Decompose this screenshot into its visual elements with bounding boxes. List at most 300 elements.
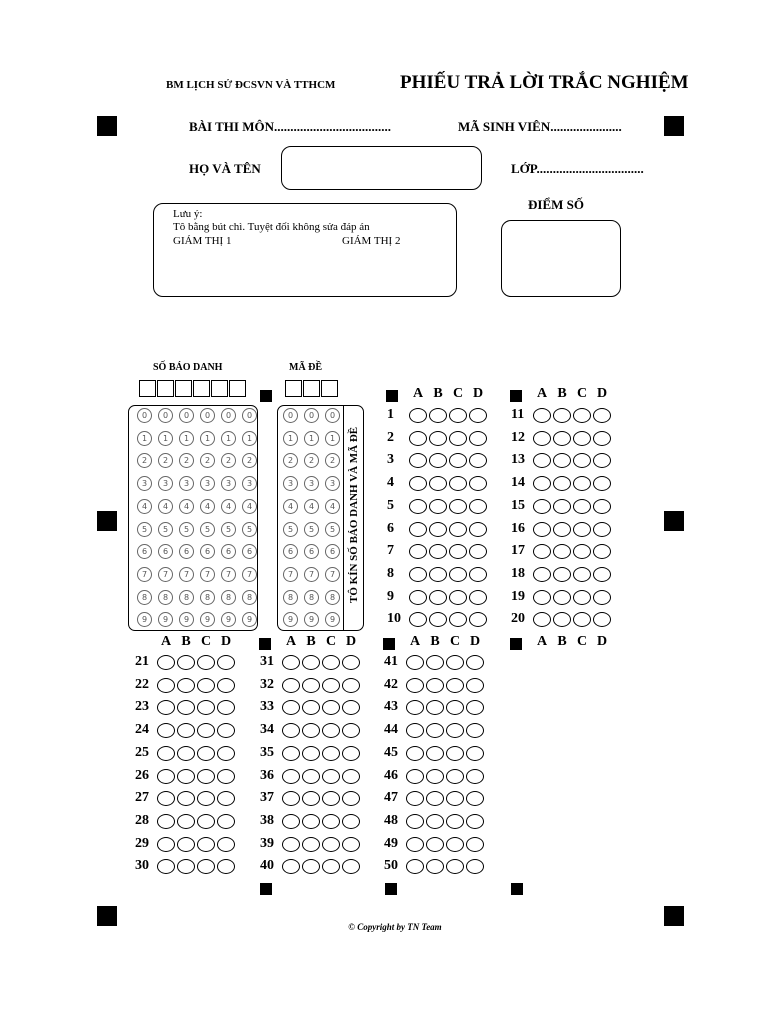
answer-bubble-c[interactable] xyxy=(449,567,467,582)
exam-code-digit-bubble[interactable]: 1 xyxy=(325,431,340,446)
answer-bubble-d[interactable] xyxy=(217,678,235,693)
candidate-digit-bubble[interactable]: 2 xyxy=(179,453,194,468)
candidate-digit-bubble[interactable]: 9 xyxy=(221,612,236,627)
answer-bubble-d[interactable] xyxy=(342,837,360,852)
name-input-box[interactable] xyxy=(281,146,482,190)
answer-bubble-d[interactable] xyxy=(342,791,360,806)
answer-bubble-a[interactable] xyxy=(406,769,424,784)
answer-bubble-c[interactable] xyxy=(197,678,215,693)
answer-bubble-b[interactable] xyxy=(429,476,447,491)
candidate-digit-bubble[interactable]: 6 xyxy=(200,544,215,559)
answer-bubble-c[interactable] xyxy=(573,567,591,582)
candidate-digit-bubble[interactable]: 7 xyxy=(137,567,152,582)
answer-bubble-a[interactable] xyxy=(157,837,175,852)
exam-code-digit-bubble[interactable]: 6 xyxy=(283,544,298,559)
answer-bubble-d[interactable] xyxy=(469,567,487,582)
answer-bubble-c[interactable] xyxy=(446,791,464,806)
answer-bubble-a[interactable] xyxy=(409,590,427,605)
answer-bubble-d[interactable] xyxy=(469,544,487,559)
candidate-digit-bubble[interactable]: 3 xyxy=(179,476,194,491)
answer-bubble-a[interactable] xyxy=(282,746,300,761)
answer-bubble-b[interactable] xyxy=(177,700,195,715)
answer-bubble-d[interactable] xyxy=(593,408,611,423)
candidate-digit-bubble[interactable]: 9 xyxy=(179,612,194,627)
answer-bubble-d[interactable] xyxy=(469,408,487,423)
candidate-digit-bubble[interactable]: 5 xyxy=(158,522,173,537)
answer-bubble-d[interactable] xyxy=(466,837,484,852)
candidate-digit-bubble[interactable]: 4 xyxy=(137,499,152,514)
answer-bubble-a[interactable] xyxy=(157,814,175,829)
answer-bubble-c[interactable] xyxy=(446,700,464,715)
answer-bubble-c[interactable] xyxy=(197,791,215,806)
exam-code-digit-bubble[interactable]: 8 xyxy=(325,590,340,605)
candidate-digit-bubble[interactable]: 1 xyxy=(242,431,257,446)
answer-bubble-b[interactable] xyxy=(177,678,195,693)
answer-bubble-b[interactable] xyxy=(177,837,195,852)
answer-bubble-a[interactable] xyxy=(157,700,175,715)
candidate-digit-bubble[interactable]: 7 xyxy=(200,567,215,582)
candidate-digit-bubble[interactable]: 6 xyxy=(221,544,236,559)
answer-bubble-c[interactable] xyxy=(449,612,467,627)
answer-bubble-c[interactable] xyxy=(573,590,591,605)
answer-bubble-b[interactable] xyxy=(302,859,320,874)
candidate-digit-bubble[interactable]: 8 xyxy=(221,590,236,605)
candidate-digit-bubble[interactable]: 4 xyxy=(158,499,173,514)
answer-bubble-d[interactable] xyxy=(466,859,484,874)
answer-bubble-a[interactable] xyxy=(409,544,427,559)
answer-bubble-d[interactable] xyxy=(593,476,611,491)
answer-bubble-c[interactable] xyxy=(573,522,591,537)
answer-bubble-d[interactable] xyxy=(217,769,235,784)
answer-bubble-b[interactable] xyxy=(553,499,571,514)
answer-bubble-b[interactable] xyxy=(429,431,447,446)
candidate-digit-bubble[interactable]: 7 xyxy=(221,567,236,582)
answer-bubble-a[interactable] xyxy=(533,522,551,537)
exam-code-digit-bubble[interactable]: 6 xyxy=(325,544,340,559)
answer-bubble-a[interactable] xyxy=(409,431,427,446)
student-id-field[interactable]: MÃ SINH VIÊN...................... xyxy=(458,119,622,134)
answer-bubble-d[interactable] xyxy=(469,522,487,537)
answer-bubble-a[interactable] xyxy=(282,700,300,715)
answer-bubble-d[interactable] xyxy=(342,655,360,670)
answer-bubble-d[interactable] xyxy=(217,814,235,829)
answer-bubble-c[interactable] xyxy=(449,476,467,491)
answer-bubble-c[interactable] xyxy=(449,408,467,423)
answer-bubble-c[interactable] xyxy=(322,655,340,670)
answer-bubble-a[interactable] xyxy=(282,678,300,693)
answer-bubble-c[interactable] xyxy=(446,655,464,670)
answer-bubble-a[interactable] xyxy=(406,814,424,829)
answer-bubble-b[interactable] xyxy=(426,723,444,738)
exam-code-digit-bubble[interactable]: 5 xyxy=(283,522,298,537)
candidate-number-cell[interactable] xyxy=(211,380,228,397)
answer-bubble-d[interactable] xyxy=(469,476,487,491)
candidate-digit-bubble[interactable]: 4 xyxy=(221,499,236,514)
answer-bubble-b[interactable] xyxy=(177,655,195,670)
answer-bubble-b[interactable] xyxy=(426,655,444,670)
answer-bubble-b[interactable] xyxy=(302,700,320,715)
answer-bubble-b[interactable] xyxy=(426,678,444,693)
candidate-digit-bubble[interactable]: 9 xyxy=(137,612,152,627)
candidate-digit-bubble[interactable]: 6 xyxy=(179,544,194,559)
answer-bubble-c[interactable] xyxy=(197,746,215,761)
answer-bubble-b[interactable] xyxy=(426,769,444,784)
answer-bubble-d[interactable] xyxy=(593,590,611,605)
answer-bubble-b[interactable] xyxy=(553,453,571,468)
candidate-digit-bubble[interactable]: 1 xyxy=(158,431,173,446)
score-box[interactable] xyxy=(501,220,621,297)
candidate-digit-bubble[interactable]: 9 xyxy=(200,612,215,627)
answer-bubble-c[interactable] xyxy=(573,499,591,514)
answer-bubble-d[interactable] xyxy=(593,567,611,582)
answer-bubble-a[interactable] xyxy=(157,769,175,784)
answer-bubble-b[interactable] xyxy=(429,453,447,468)
answer-bubble-b[interactable] xyxy=(426,746,444,761)
answer-bubble-d[interactable] xyxy=(342,746,360,761)
answer-bubble-d[interactable] xyxy=(593,522,611,537)
exam-code-digit-bubble[interactable]: 0 xyxy=(304,408,319,423)
exam-code-digit-bubble[interactable]: 6 xyxy=(304,544,319,559)
answer-bubble-b[interactable] xyxy=(553,522,571,537)
candidate-number-cell[interactable] xyxy=(157,380,174,397)
candidate-digit-bubble[interactable]: 0 xyxy=(158,408,173,423)
exam-code-digit-bubble[interactable]: 5 xyxy=(325,522,340,537)
answer-bubble-c[interactable] xyxy=(573,476,591,491)
answer-bubble-c[interactable] xyxy=(322,791,340,806)
answer-bubble-b[interactable] xyxy=(302,723,320,738)
candidate-number-cell[interactable] xyxy=(139,380,156,397)
answer-bubble-a[interactable] xyxy=(533,453,551,468)
candidate-digit-bubble[interactable]: 5 xyxy=(242,522,257,537)
answer-bubble-b[interactable] xyxy=(553,408,571,423)
answer-bubble-a[interactable] xyxy=(409,408,427,423)
exam-code-digit-bubble[interactable]: 9 xyxy=(283,612,298,627)
answer-bubble-b[interactable] xyxy=(429,544,447,559)
answer-bubble-a[interactable] xyxy=(282,769,300,784)
exam-code-digit-bubble[interactable]: 4 xyxy=(283,499,298,514)
answer-bubble-d[interactable] xyxy=(466,655,484,670)
exam-code-digit-bubble[interactable]: 9 xyxy=(325,612,340,627)
exam-code-digit-bubble[interactable]: 0 xyxy=(283,408,298,423)
candidate-number-cell[interactable] xyxy=(175,380,192,397)
answer-bubble-d[interactable] xyxy=(469,453,487,468)
answer-bubble-b[interactable] xyxy=(302,814,320,829)
candidate-digit-bubble[interactable]: 4 xyxy=(179,499,194,514)
answer-bubble-c[interactable] xyxy=(197,859,215,874)
answer-bubble-a[interactable] xyxy=(282,655,300,670)
answer-bubble-c[interactable] xyxy=(573,408,591,423)
exam-code-digit-bubble[interactable]: 3 xyxy=(325,476,340,491)
candidate-digit-bubble[interactable]: 6 xyxy=(158,544,173,559)
answer-bubble-a[interactable] xyxy=(157,678,175,693)
answer-bubble-c[interactable] xyxy=(197,769,215,784)
answer-bubble-b[interactable] xyxy=(426,859,444,874)
answer-bubble-b[interactable] xyxy=(426,814,444,829)
answer-bubble-c[interactable] xyxy=(449,522,467,537)
answer-bubble-c[interactable] xyxy=(446,723,464,738)
candidate-digit-bubble[interactable]: 7 xyxy=(158,567,173,582)
answer-bubble-c[interactable] xyxy=(322,814,340,829)
answer-bubble-b[interactable] xyxy=(429,522,447,537)
candidate-digit-bubble[interactable]: 1 xyxy=(200,431,215,446)
candidate-digit-bubble[interactable]: 2 xyxy=(200,453,215,468)
answer-bubble-d[interactable] xyxy=(593,453,611,468)
answer-bubble-c[interactable] xyxy=(322,859,340,874)
candidate-digit-bubble[interactable]: 0 xyxy=(137,408,152,423)
candidate-digit-bubble[interactable]: 5 xyxy=(221,522,236,537)
answer-bubble-a[interactable] xyxy=(409,499,427,514)
exam-code-cell[interactable] xyxy=(321,380,338,397)
candidate-digit-bubble[interactable]: 8 xyxy=(242,590,257,605)
answer-bubble-d[interactable] xyxy=(342,859,360,874)
answer-bubble-c[interactable] xyxy=(446,678,464,693)
answer-bubble-a[interactable] xyxy=(406,700,424,715)
answer-bubble-c[interactable] xyxy=(446,837,464,852)
answer-bubble-b[interactable] xyxy=(302,769,320,784)
candidate-digit-bubble[interactable]: 2 xyxy=(242,453,257,468)
answer-bubble-d[interactable] xyxy=(466,746,484,761)
candidate-digit-bubble[interactable]: 7 xyxy=(179,567,194,582)
answer-bubble-b[interactable] xyxy=(426,837,444,852)
answer-bubble-c[interactable] xyxy=(449,499,467,514)
answer-bubble-c[interactable] xyxy=(322,746,340,761)
answer-bubble-b[interactable] xyxy=(553,590,571,605)
exam-code-digit-bubble[interactable]: 3 xyxy=(283,476,298,491)
answer-bubble-d[interactable] xyxy=(342,700,360,715)
answer-bubble-c[interactable] xyxy=(446,859,464,874)
exam-code-digit-bubble[interactable]: 1 xyxy=(304,431,319,446)
exam-code-digit-bubble[interactable]: 4 xyxy=(304,499,319,514)
answer-bubble-c[interactable] xyxy=(449,544,467,559)
answer-bubble-a[interactable] xyxy=(282,791,300,806)
answer-bubble-d[interactable] xyxy=(466,678,484,693)
candidate-digit-bubble[interactable]: 7 xyxy=(242,567,257,582)
exam-code-digit-bubble[interactable]: 5 xyxy=(304,522,319,537)
answer-bubble-c[interactable] xyxy=(197,700,215,715)
answer-bubble-b[interactable] xyxy=(553,612,571,627)
answer-bubble-a[interactable] xyxy=(533,431,551,446)
answer-bubble-d[interactable] xyxy=(466,700,484,715)
class-field[interactable]: LỚP................................. xyxy=(511,161,644,176)
exam-code-digit-bubble[interactable]: 7 xyxy=(283,567,298,582)
answer-bubble-b[interactable] xyxy=(302,791,320,806)
answer-bubble-a[interactable] xyxy=(533,590,551,605)
answer-bubble-b[interactable] xyxy=(177,769,195,784)
answer-bubble-d[interactable] xyxy=(342,814,360,829)
candidate-digit-bubble[interactable]: 4 xyxy=(242,499,257,514)
answer-bubble-d[interactable] xyxy=(593,499,611,514)
exam-code-digit-bubble[interactable]: 2 xyxy=(325,453,340,468)
candidate-digit-bubble[interactable]: 3 xyxy=(158,476,173,491)
answer-bubble-d[interactable] xyxy=(469,499,487,514)
answer-bubble-d[interactable] xyxy=(469,612,487,627)
answer-bubble-a[interactable] xyxy=(533,408,551,423)
candidate-digit-bubble[interactable]: 9 xyxy=(158,612,173,627)
answer-bubble-b[interactable] xyxy=(302,746,320,761)
answer-bubble-c[interactable] xyxy=(449,590,467,605)
candidate-digit-bubble[interactable]: 8 xyxy=(158,590,173,605)
answer-bubble-d[interactable] xyxy=(469,431,487,446)
answer-bubble-a[interactable] xyxy=(157,791,175,806)
answer-bubble-d[interactable] xyxy=(469,590,487,605)
answer-bubble-d[interactable] xyxy=(593,544,611,559)
answer-bubble-c[interactable] xyxy=(197,837,215,852)
subject-field[interactable]: BÀI THI MÔN.................................... xyxy=(189,119,391,134)
answer-bubble-d[interactable] xyxy=(342,769,360,784)
answer-bubble-c[interactable] xyxy=(449,453,467,468)
answer-bubble-b[interactable] xyxy=(429,612,447,627)
candidate-digit-bubble[interactable]: 3 xyxy=(242,476,257,491)
answer-bubble-a[interactable] xyxy=(533,544,551,559)
answer-bubble-c[interactable] xyxy=(322,700,340,715)
answer-bubble-b[interactable] xyxy=(426,700,444,715)
answer-bubble-b[interactable] xyxy=(553,476,571,491)
exam-code-digit-bubble[interactable]: 4 xyxy=(325,499,340,514)
candidate-digit-bubble[interactable]: 6 xyxy=(137,544,152,559)
answer-bubble-b[interactable] xyxy=(426,791,444,806)
answer-bubble-c[interactable] xyxy=(573,431,591,446)
answer-bubble-a[interactable] xyxy=(406,837,424,852)
answer-bubble-d[interactable] xyxy=(593,431,611,446)
exam-code-digit-bubble[interactable]: 2 xyxy=(304,453,319,468)
answer-bubble-c[interactable] xyxy=(197,814,215,829)
candidate-digit-bubble[interactable]: 3 xyxy=(200,476,215,491)
answer-bubble-d[interactable] xyxy=(466,769,484,784)
answer-bubble-a[interactable] xyxy=(406,678,424,693)
answer-bubble-d[interactable] xyxy=(217,746,235,761)
answer-bubble-b[interactable] xyxy=(177,791,195,806)
answer-bubble-a[interactable] xyxy=(157,655,175,670)
candidate-digit-bubble[interactable]: 9 xyxy=(242,612,257,627)
answer-bubble-b[interactable] xyxy=(302,655,320,670)
answer-bubble-b[interactable] xyxy=(429,590,447,605)
answer-bubble-a[interactable] xyxy=(406,723,424,738)
answer-bubble-a[interactable] xyxy=(282,859,300,874)
answer-bubble-c[interactable] xyxy=(322,837,340,852)
answer-bubble-b[interactable] xyxy=(177,859,195,874)
answer-bubble-d[interactable] xyxy=(466,814,484,829)
answer-bubble-a[interactable] xyxy=(533,612,551,627)
candidate-digit-bubble[interactable]: 1 xyxy=(137,431,152,446)
answer-bubble-d[interactable] xyxy=(342,678,360,693)
answer-bubble-d[interactable] xyxy=(466,723,484,738)
answer-bubble-d[interactable] xyxy=(217,700,235,715)
answer-bubble-a[interactable] xyxy=(282,814,300,829)
candidate-digit-bubble[interactable]: 3 xyxy=(221,476,236,491)
candidate-digit-bubble[interactable]: 1 xyxy=(179,431,194,446)
answer-bubble-c[interactable] xyxy=(573,544,591,559)
exam-code-digit-bubble[interactable]: 1 xyxy=(283,431,298,446)
exam-code-digit-bubble[interactable]: 7 xyxy=(325,567,340,582)
candidate-digit-bubble[interactable]: 0 xyxy=(221,408,236,423)
candidate-digit-bubble[interactable]: 0 xyxy=(179,408,194,423)
answer-bubble-a[interactable] xyxy=(157,723,175,738)
answer-bubble-c[interactable] xyxy=(197,723,215,738)
candidate-digit-bubble[interactable]: 8 xyxy=(137,590,152,605)
answer-bubble-a[interactable] xyxy=(157,859,175,874)
exam-code-cell[interactable] xyxy=(285,380,302,397)
answer-bubble-c[interactable] xyxy=(573,453,591,468)
answer-bubble-d[interactable] xyxy=(593,612,611,627)
answer-bubble-d[interactable] xyxy=(217,859,235,874)
exam-code-digit-bubble[interactable]: 7 xyxy=(304,567,319,582)
answer-bubble-a[interactable] xyxy=(409,612,427,627)
answer-bubble-c[interactable] xyxy=(322,723,340,738)
answer-bubble-c[interactable] xyxy=(446,746,464,761)
candidate-digit-bubble[interactable]: 2 xyxy=(158,453,173,468)
candidate-digit-bubble[interactable]: 2 xyxy=(137,453,152,468)
candidate-digit-bubble[interactable]: 0 xyxy=(242,408,257,423)
answer-bubble-b[interactable] xyxy=(553,567,571,582)
answer-bubble-a[interactable] xyxy=(157,746,175,761)
answer-bubble-a[interactable] xyxy=(406,791,424,806)
candidate-number-cell[interactable] xyxy=(229,380,246,397)
candidate-digit-bubble[interactable]: 5 xyxy=(137,522,152,537)
candidate-digit-bubble[interactable]: 2 xyxy=(221,453,236,468)
answer-bubble-a[interactable] xyxy=(406,859,424,874)
exam-code-cell[interactable] xyxy=(303,380,320,397)
exam-code-digit-bubble[interactable]: 8 xyxy=(283,590,298,605)
answer-bubble-c[interactable] xyxy=(322,769,340,784)
answer-bubble-b[interactable] xyxy=(553,431,571,446)
answer-bubble-b[interactable] xyxy=(177,746,195,761)
candidate-digit-bubble[interactable]: 5 xyxy=(179,522,194,537)
answer-bubble-d[interactable] xyxy=(217,837,235,852)
exam-code-digit-bubble[interactable]: 0 xyxy=(325,408,340,423)
answer-bubble-b[interactable] xyxy=(302,837,320,852)
answer-bubble-d[interactable] xyxy=(217,723,235,738)
candidate-digit-bubble[interactable]: 6 xyxy=(242,544,257,559)
answer-bubble-a[interactable] xyxy=(533,499,551,514)
answer-bubble-a[interactable] xyxy=(406,655,424,670)
answer-bubble-a[interactable] xyxy=(406,746,424,761)
candidate-digit-bubble[interactable]: 1 xyxy=(221,431,236,446)
answer-bubble-a[interactable] xyxy=(533,476,551,491)
candidate-digit-bubble[interactable]: 8 xyxy=(200,590,215,605)
answer-bubble-c[interactable] xyxy=(322,678,340,693)
candidate-digit-bubble[interactable]: 3 xyxy=(137,476,152,491)
exam-code-digit-bubble[interactable]: 9 xyxy=(304,612,319,627)
answer-bubble-b[interactable] xyxy=(553,544,571,559)
answer-bubble-c[interactable] xyxy=(449,431,467,446)
candidate-number-cell[interactable] xyxy=(193,380,210,397)
candidate-digit-bubble[interactable]: 0 xyxy=(200,408,215,423)
answer-bubble-c[interactable] xyxy=(446,769,464,784)
answer-bubble-a[interactable] xyxy=(409,567,427,582)
answer-bubble-a[interactable] xyxy=(533,567,551,582)
answer-bubble-d[interactable] xyxy=(466,791,484,806)
candidate-digit-bubble[interactable]: 8 xyxy=(179,590,194,605)
answer-bubble-a[interactable] xyxy=(409,522,427,537)
answer-bubble-c[interactable] xyxy=(197,655,215,670)
answer-bubble-c[interactable] xyxy=(573,612,591,627)
answer-bubble-d[interactable] xyxy=(217,655,235,670)
answer-bubble-a[interactable] xyxy=(282,723,300,738)
answer-bubble-b[interactable] xyxy=(429,499,447,514)
answer-bubble-b[interactable] xyxy=(177,814,195,829)
candidate-digit-bubble[interactable]: 4 xyxy=(200,499,215,514)
exam-code-digit-bubble[interactable]: 3 xyxy=(304,476,319,491)
answer-bubble-d[interactable] xyxy=(342,723,360,738)
exam-code-digit-bubble[interactable]: 2 xyxy=(283,453,298,468)
answer-bubble-b[interactable] xyxy=(429,408,447,423)
answer-bubble-b[interactable] xyxy=(429,567,447,582)
answer-bubble-a[interactable] xyxy=(409,476,427,491)
answer-bubble-a[interactable] xyxy=(409,453,427,468)
answer-bubble-c[interactable] xyxy=(446,814,464,829)
candidate-digit-bubble[interactable]: 5 xyxy=(200,522,215,537)
answer-bubble-b[interactable] xyxy=(177,723,195,738)
